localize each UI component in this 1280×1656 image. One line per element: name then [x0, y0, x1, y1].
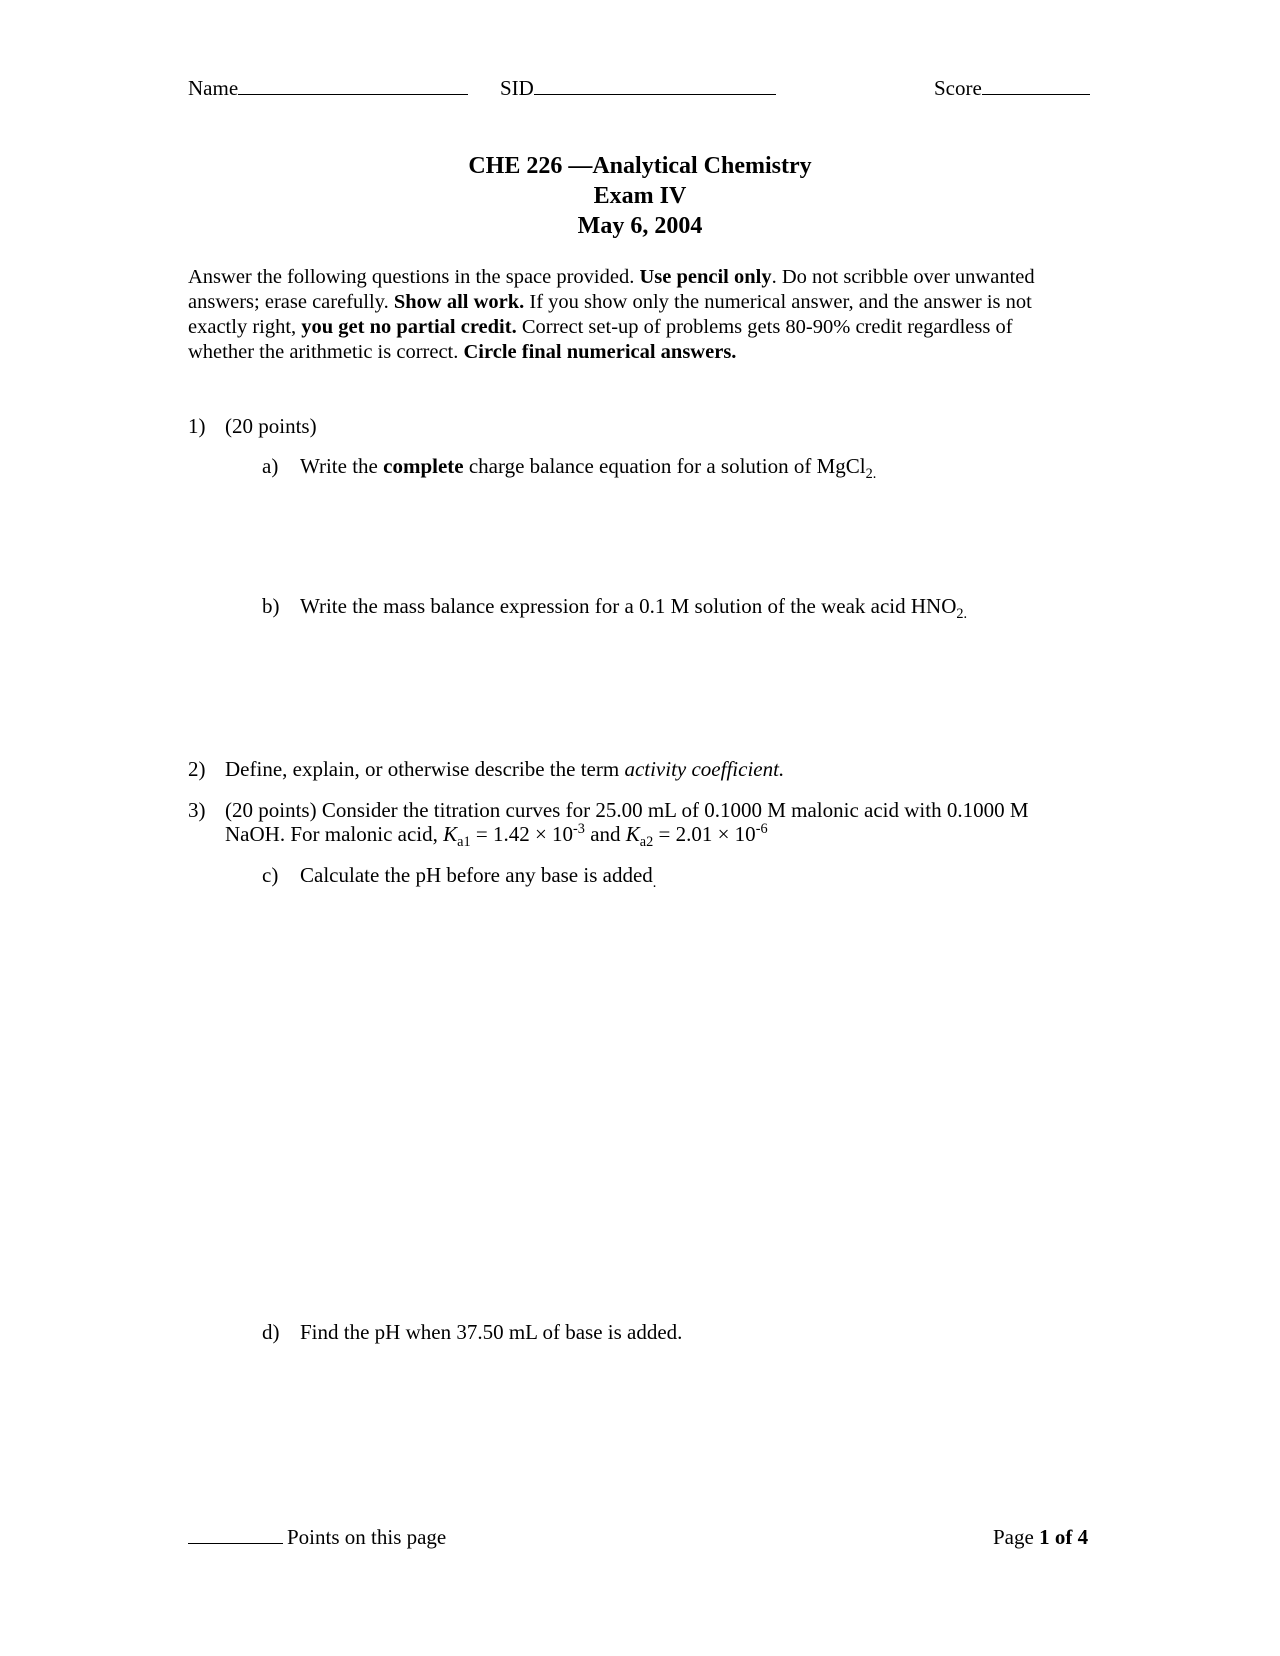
- q2-main: Define, explain, or otherwise describe the term: [225, 757, 620, 781]
- q3-k1-exp: -3: [573, 821, 585, 837]
- instructions-text-3: If you show only the numerical answer, and the answer is not exactly right,: [188, 291, 1032, 338]
- q1a-post: charge balance equation for a solution of MgCl: [468, 454, 866, 478]
- q3-k2: K: [625, 822, 640, 846]
- q3-k1: K: [443, 822, 458, 846]
- q1b-text: [300, 594, 968, 623]
- page-pre: Page: [993, 1525, 1034, 1549]
- q3d-letter: d): [262, 1320, 280, 1344]
- instructions-bold-4: Circle final numerical answers.: [463, 341, 737, 363]
- sid-field: [500, 76, 776, 100]
- exam-title: Exam IV: [593, 183, 687, 209]
- q3c-trail: .: [652, 875, 657, 892]
- q3-and: and: [590, 822, 621, 846]
- course-title: CHE 226 —Analytical Chemistry: [468, 153, 812, 179]
- score-blank: [982, 76, 1090, 95]
- q1a-bold: complete: [383, 454, 464, 478]
- q3-number: 3): [188, 798, 206, 822]
- q1b-main: Write the mass balance expression for a 0.1 M solution of the weak acid HNO: [300, 594, 957, 618]
- name-label: Name: [188, 76, 239, 100]
- instructions-text-4: Correct set-up of problems gets 80-90% credit regardless of whether the arithmetic is correct.: [188, 316, 1013, 363]
- q1-number: 1): [188, 414, 206, 438]
- q3c-text: [300, 863, 657, 892]
- instructions-bold-3: you get no partial credit.: [301, 316, 517, 338]
- instructions-bold-2: Show all work.: [393, 291, 525, 313]
- page-number: [993, 1525, 1088, 1549]
- exam-date: May 6, 2004: [577, 213, 703, 239]
- instructions-text-1: Answer the following questions in the space provided.: [188, 266, 635, 288]
- q1a-letter: a): [262, 454, 279, 478]
- sid-blank: [534, 76, 776, 95]
- score-field: [934, 76, 1090, 100]
- q3-k2-sub: a2: [639, 834, 654, 851]
- page-num: 1 of 4: [1039, 1525, 1089, 1549]
- sid-label: SID: [500, 76, 534, 100]
- instructions-bold-1: Use pencil only: [639, 266, 772, 288]
- q1a-text: [300, 454, 877, 483]
- q3-k1-val: = 1.42 × 10: [475, 822, 574, 846]
- q2-text: [225, 757, 784, 781]
- q1-points: (20 points): [225, 414, 317, 438]
- q2-number: 2): [188, 757, 206, 781]
- q3-line1: (20 points) Consider the titration curves for 25.00 mL of 0.1000 M malonic acid with 0.1000 M: [225, 798, 1029, 822]
- q1a-sub: 2.: [865, 466, 877, 483]
- points-on-page: [188, 1525, 446, 1549]
- q1a-pre: Write the: [300, 454, 378, 478]
- score-label: Score: [934, 76, 982, 100]
- q2-term: activity coefficient.: [624, 757, 785, 781]
- q3-line2-pre: NaOH. For malonic acid,: [225, 822, 438, 846]
- q3-k1-sub: a1: [457, 834, 471, 851]
- q3d-text: Find the pH when 37.50 mL of base is added.: [300, 1320, 683, 1344]
- q3-line2: [225, 821, 768, 851]
- q3c-letter: c): [262, 863, 279, 887]
- name-blank: [238, 76, 468, 95]
- instructions: [188, 265, 1078, 365]
- q1b-letter: b): [262, 594, 280, 618]
- points-label: Points on this page: [287, 1525, 447, 1549]
- name-field: [188, 76, 468, 100]
- q3-k2-exp: -6: [755, 821, 768, 837]
- instructions-text-2: . Do not scribble over unwanted answers; erase carefully.: [188, 266, 1035, 313]
- points-blank: [188, 1525, 283, 1544]
- q3c-main: Calculate the pH before any base is added: [300, 863, 653, 887]
- q1b-sub: 2.: [956, 606, 968, 623]
- q3-k2-val: = 2.01 × 10: [658, 822, 756, 846]
